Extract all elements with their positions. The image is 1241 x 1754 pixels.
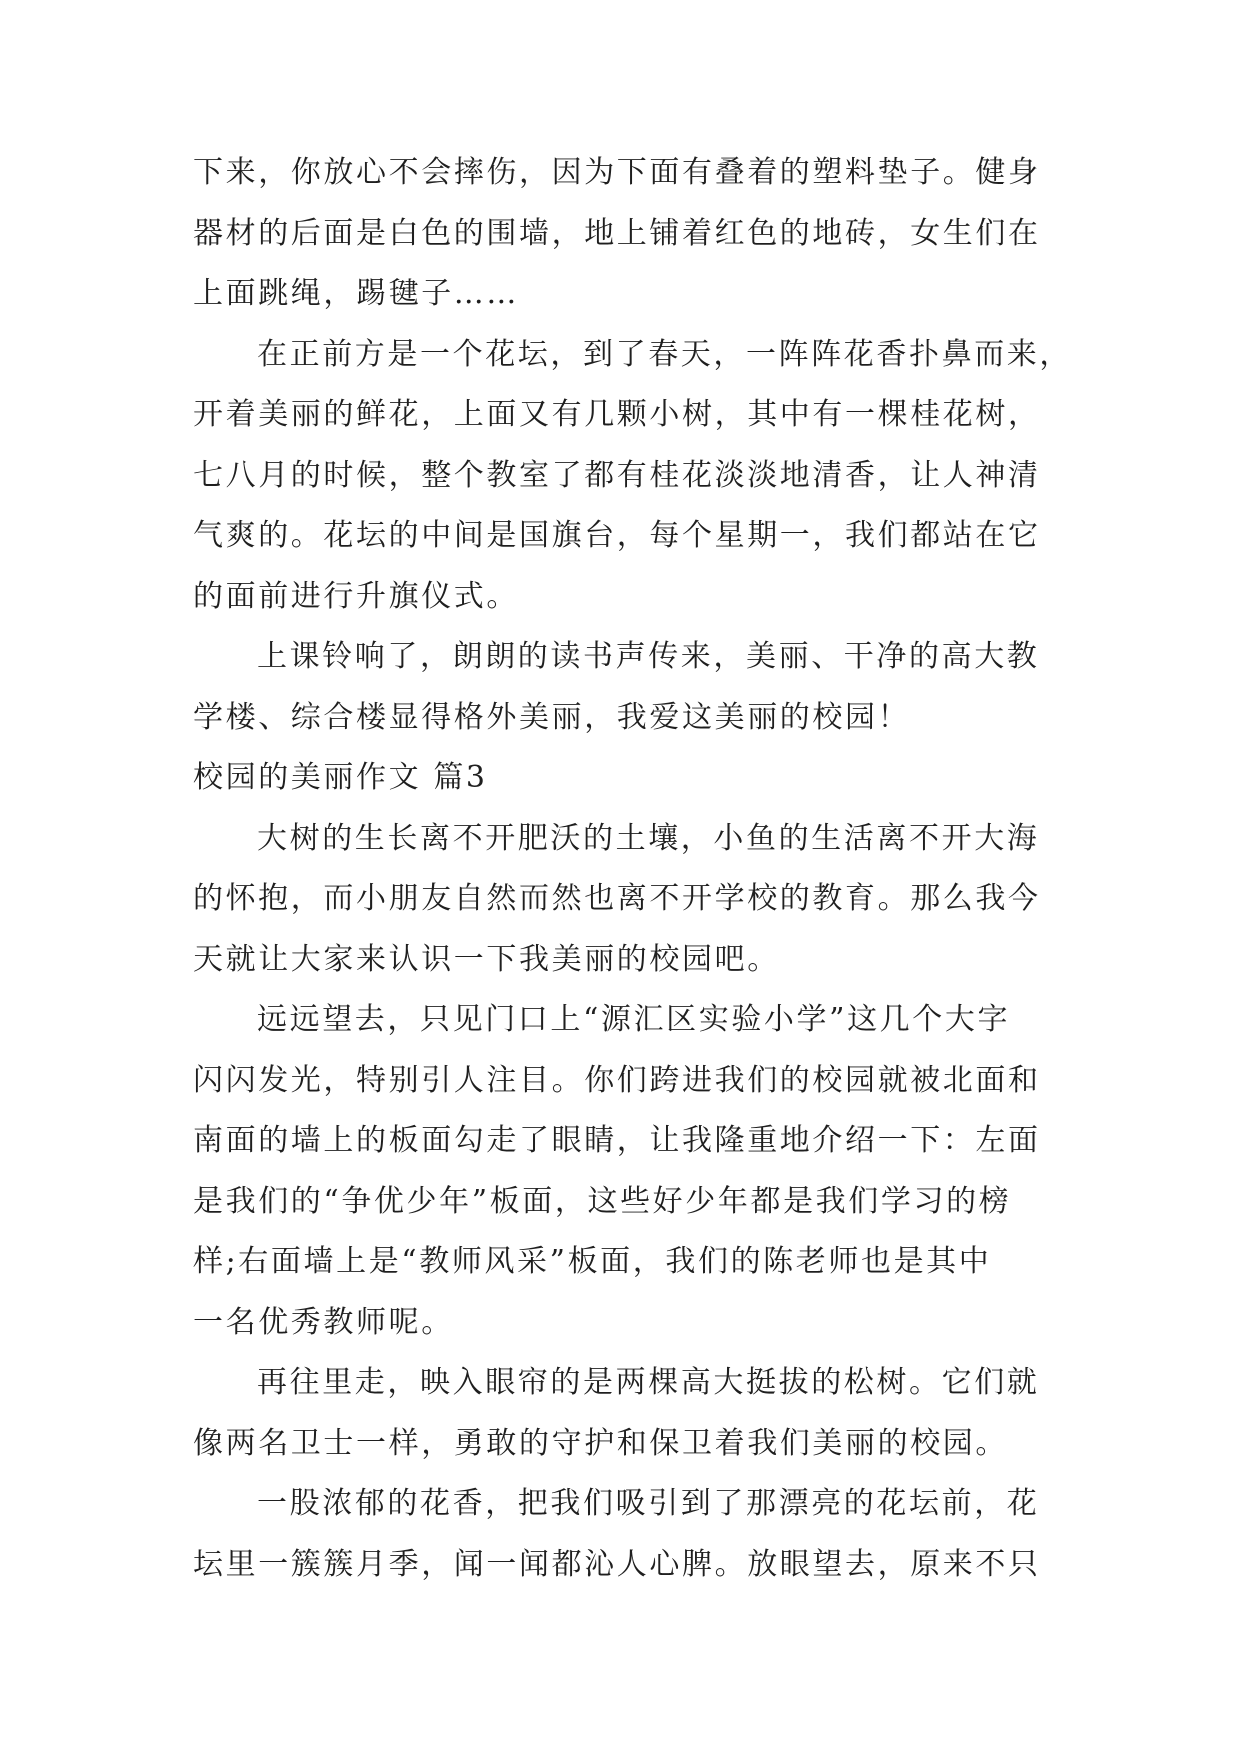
section-heading: 校园的美丽作文 篇3 xyxy=(193,760,488,795)
text-line: 开着美丽的鲜花，上面又有几颗小树，其中有一棵桂花树， xyxy=(193,397,1041,432)
text-line: 气爽的。花坛的中间是国旗台，每个星期一，我们都站在它 xyxy=(193,518,1041,553)
paragraph-first-line: 再往里走，映入眼帘的是两棵高大挺拔的松树。它们就 xyxy=(257,1365,1040,1400)
paragraph-first-line: 上课铃响了，朗朗的读书声传来，美丽、干净的高大教 xyxy=(257,639,1040,674)
text-line: 下来，你放心不会摔伤，因为下面有叠着的塑料垫子。健身 xyxy=(193,155,1041,190)
text-line: 器材的后面是白色的围墙，地上铺着红色的地砖，女生们在 xyxy=(193,215,1041,251)
paragraph-first-line: 大树的生长离不开肥沃的土壤，小鱼的生活离不开大海 xyxy=(257,820,1040,856)
text-line: 的怀抱，而小朋友自然而然也离不开学校的教育。那么我今 xyxy=(193,881,1041,916)
text-line: 七八月的时候，整个教室了都有桂花淡淡地清香，让人神清 xyxy=(193,457,1041,493)
paragraph-first-line: 一股浓郁的花香，把我们吸引到了那漂亮的花坛前，花 xyxy=(257,1486,1040,1521)
text-line: 学楼、综合楼显得格外美丽，我爱这美丽的校园！ xyxy=(193,699,911,735)
document-page xyxy=(193,143,1072,1595)
text-line: 南面的墙上的板面勾走了眼睛，让我隆重地介绍一下：左面 xyxy=(193,1123,1041,1158)
text-line: 的面前进行升旗仪式。 xyxy=(193,578,519,614)
text-line: 上面跳绳，踢毽子…… xyxy=(193,276,519,311)
text-line: 闪闪发光，特别引人注目。你们跨进我们的校园就被北面和 xyxy=(193,1062,1041,1098)
text-line: 天就让大家来认识一下我美丽的校园吧。 xyxy=(193,941,780,977)
paragraph-first-line: 远远望去，只见门口上“源汇区实验小学”这几个大字 xyxy=(257,1002,1011,1037)
text-line: 像两名卫士一样，勇敢的守护和保卫着我们美丽的校园。 xyxy=(193,1425,1008,1461)
paragraph-first-line: 在正前方是一个花坛，到了春天，一阵阵花香扑鼻而来， xyxy=(257,336,1072,372)
text-line: 一名优秀教师呢。 xyxy=(193,1304,454,1340)
text-line: 是我们的“争优少年”板面，这些好少年都是我们学习的榜 xyxy=(193,1183,1012,1219)
text-line: 样;右面墙上是“教师风采”板面，我们的陈老师也是其中 xyxy=(193,1244,992,1279)
text-line: 坛里一簇簇月季，闻一闻都沁人心脾。放眼望去，原来不只 xyxy=(193,1546,1041,1582)
